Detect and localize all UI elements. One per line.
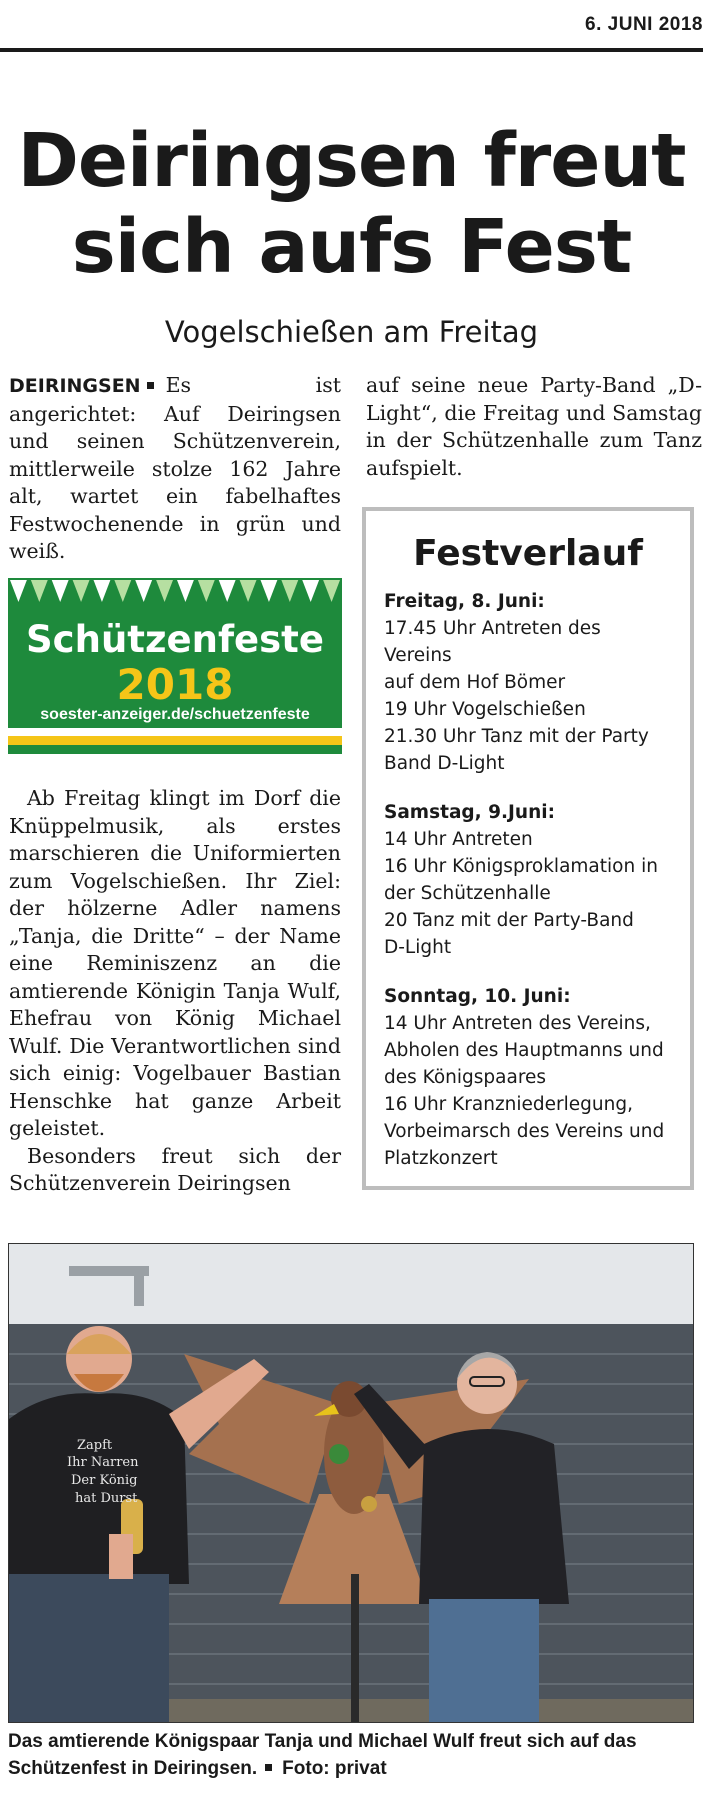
headline [0,118,703,290]
paragraph-1-text: Es ist angerichtet: Auf Deiringsen und seinen Schützenverein, mittlerweile stolze 162 Jahre alt, wartet ein fabelhaftes Festwochenende in grün und weiß. [9,373,341,563]
headline-line-1: Deiringsen freut [17,118,686,204]
banner-url-link[interactable]: soester-anzeiger.de/schuetzenfeste [40,706,310,723]
banner-title: Schützenfeste [26,618,324,661]
schedule-line: 19 Uhr Vogelschießen [384,699,586,720]
shirt-text-line: Ihr Narren [67,1455,139,1470]
schedule-line: 20 Tanz mit der Party-Band [384,910,634,931]
schuetzenfeste-banner[interactable] [8,578,342,728]
schedule-line: D-Light [384,937,452,958]
schedule-day-saturday [384,799,672,961]
bunting-flags-icon [8,578,342,608]
festverlauf-title: Festverlauf [413,533,643,574]
schedule-line: Band D-Light [384,753,505,774]
schedule-line: auf dem Hof Bömer [384,672,566,693]
day-label: Samstag, 9.Juni: [384,802,555,823]
shirt-text-line: Zapft [77,1438,113,1453]
schedule-line: Abholen des Hauptmanns und [384,1040,664,1061]
schedule-line: des Königspaares [384,1067,547,1088]
article-column-1-continued [9,785,341,1198]
caption-credit: Foto: privat [282,1758,387,1779]
headline-line-2: sich aufs Fest [71,204,632,290]
schedule-line: Vorbeimarsch des Vereins und [384,1121,665,1142]
banner-year: 2018 [116,660,234,709]
day-label: Freitag, 8. Juni: [384,591,545,612]
caption-text: Das amtierende Königspaar Tanja und Michael Wulf freut sich auf das Schützenfest in Deiringsen. [8,1731,637,1779]
dateline-location: DEIRINGSEN [9,375,141,397]
festverlauf-box [362,507,694,1190]
banner-green-stripe [8,745,342,754]
photo-illustration [9,1244,694,1723]
photo-caption [8,1728,698,1782]
article-paragraph-3: Besonders freut sich der Schützenverein Deiringsen [9,1143,341,1195]
article-paragraph-1 [9,372,341,566]
schedule-line: 16 Uhr Kranzniederlegung, [384,1094,634,1115]
schedule-day-friday [384,588,672,777]
schedule-line: 16 Uhr Königsproklamation in [384,856,658,877]
schedule-day-sunday [384,983,672,1172]
schedule-line: 14 Uhr Antreten des Vereins, [384,1013,651,1034]
header-rule [0,48,703,52]
bullet-square-icon [147,382,154,389]
article-paragraph-2: Ab Freitag klingt im Dorf die Knüppelmusik, als erstes marschieren die Uniformierten zum Vogelschießen. Ihr Ziel: der hölzerne Adler namens „Tanja, die Dritte“ – der Name eine Reminiszenz an die amtierende Königin Tanja Wulf, Ehefrau von König Michael Wulf. Die Verantwortlichen sind sich einig: Vogelbauer Bastian Henschke hat ganze Arbeit geleistet. [9,786,341,1140]
issue-date: 6. JUNI 2018 [585,14,703,35]
shirt-text-line: hat Durst [75,1491,138,1506]
banner-yellow-stripe [8,736,342,745]
schedule-line: 17.45 Uhr Antreten des Vereins [384,618,601,666]
photo-koenigspaar [8,1243,694,1723]
day-label: Sonntag, 10. Juni: [384,986,571,1007]
bullet-square-icon [265,1764,272,1771]
subheadline: Vogelschießen am Freitag [164,315,539,349]
schedule-line: 14 Uhr Antreten [384,829,533,850]
article-paragraph-4: auf seine neue Party-Band „D-Light“, die Freitag und Samstag in der Schützenhalle zum Tanz aufspielt. [366,373,702,480]
schedule-line: Platzkonzert [384,1148,498,1169]
shirt-text-line: Der König [71,1473,138,1488]
schedule-line: 21.30 Uhr Tanz mit der Party [384,726,649,747]
schedule-line: der Schützenhalle [384,883,551,904]
